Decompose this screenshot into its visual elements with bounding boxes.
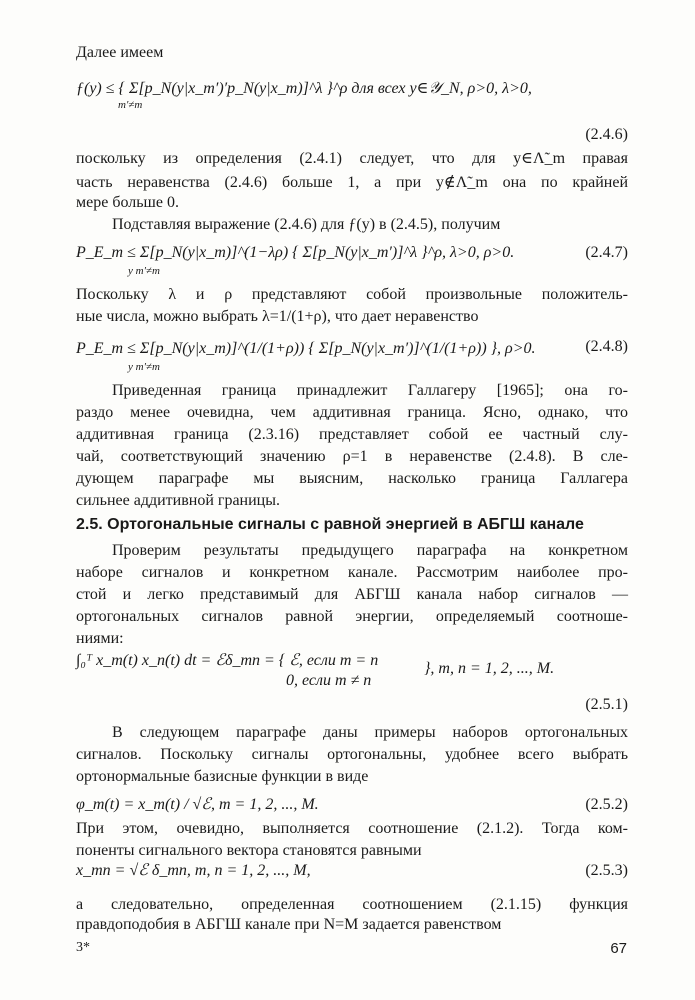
equation-subscript: y m′≠m <box>128 265 160 277</box>
equation-2-4-7: P_E_m ≤ Σ[p_N(y|x_m)]^(1−λρ) { Σ[p_N(y|x_m′)]^λ }^ρ, λ>0, ρ>0. <box>76 244 515 261</box>
text-line: дующем параграфе мы выясним, насколько граница Галлагера <box>76 470 628 487</box>
text-line: сильнее аддитивной границы. <box>76 492 280 509</box>
text-line: ортонормальные базисные функции в виде <box>76 768 369 785</box>
text-line: ниями: <box>76 630 124 647</box>
text-line: аддитивная граница (2.3.16) представляет собой ее частный слу- <box>76 426 628 443</box>
equation-2-4-8: P_E_m ≤ Σ[p_N(y|x_m)]^(1/(1+ρ)) { Σ[p_N(y|x_m′)]^(1/(1+ρ)) }, ρ>0. <box>76 340 536 357</box>
equation-tail: }, m, n = 1, 2, ..., M. <box>424 660 555 677</box>
text-line: В следующем параграфе даны примеры наборов ортогональных <box>112 724 628 741</box>
equation-number: (2.5.1) <box>585 696 628 713</box>
equation-subscript: m′≠m <box>118 99 143 111</box>
equation-2-5-1: ∫₀ᵀ x_m(t) x_n(t) dt = ℰδ_mn = { ℰ, если m = n <box>76 652 379 669</box>
equation-number: (2.5.2) <box>585 796 628 813</box>
text-line: Приведенная граница принадлежит Галлагеру [1965]; она го- <box>112 382 628 399</box>
text-line: поскольку из определения (2.4.1) следует, что для y∈Λ̃_m правая <box>76 150 628 167</box>
text-line: чай, соответствующий значению ρ=1 в неравенстве (2.4.8). В сле- <box>76 448 628 465</box>
text-line: правдоподобия в АБГШ канале при N=M задается равенством <box>76 916 502 933</box>
text-line: Проверим результаты предыдущего параграфа на конкретном <box>112 542 628 559</box>
equation-number: (2.4.8) <box>585 338 628 355</box>
text-line: наборе сигналов и конкретном канале. Рассмотрим наиболее про- <box>76 564 628 581</box>
text-line: стой и легко представимый для АБГШ канала набор сигналов — <box>76 586 628 603</box>
text-line: ные числа, можно выбрать λ=1/(1+ρ), что дает неравенство <box>76 308 479 325</box>
equation-2-5-3: x_mn = √ℰ δ_mn, m, n = 1, 2, ..., M, <box>76 862 311 879</box>
equation-case: 0, если m ≠ n <box>286 672 372 689</box>
text-line: ортогональных сигналов равной энергии, определяемый соотноше- <box>76 608 628 625</box>
text-line: При этом, очевидно, выполняется соотношение (2.1.2). Тогда ком- <box>76 820 628 837</box>
equation-number: (2.4.7) <box>585 244 628 261</box>
text-line: Поскольку λ и ρ представляют собой произвольные положитель- <box>76 286 628 303</box>
text-line: часть неравенства (2.4.6) больше 1, а при y∉Λ̃_m она по крайней <box>76 174 628 191</box>
text-line: сигналов. Поскольку сигналы ортогональны, удобнее всего выбрать <box>76 746 628 763</box>
text-line: Подставляя выражение (2.4.6) для ƒ(y) в (2.4.5), получим <box>112 216 501 233</box>
text-line: Далее имеем <box>76 44 164 61</box>
text-line: а следовательно, определенная соотношением (2.1.15) функция <box>76 896 628 913</box>
section-heading: 2.5. Ортогональные сигналы с равной энергией в АБГШ канале <box>76 516 584 533</box>
text-line: мере больше 0. <box>76 194 179 211</box>
text-line: поненты сигнального вектора становятся равными <box>76 842 422 859</box>
signature-mark: 3* <box>76 940 90 955</box>
equation-2-5-2: φ_m(t) = x_m(t) / √ℰ, m = 1, 2, ..., M. <box>76 796 319 813</box>
equation-subscript: y m′≠m <box>128 361 160 373</box>
equation-body: ƒ(y) ≤ { Σ[p_N(y|x_m′)′p_N(y|x_m)]^λ }^ρ для всех y∈𝒴_N, ρ>0, λ>0, <box>76 80 532 97</box>
equation-number: (2.5.3) <box>585 862 628 879</box>
text-line: раздо менее очевидна, чем аддитивная граница. Ясно, однако, что <box>76 404 628 421</box>
equation-number: (2.4.6) <box>585 126 628 143</box>
page-number: 67 <box>610 940 627 957</box>
